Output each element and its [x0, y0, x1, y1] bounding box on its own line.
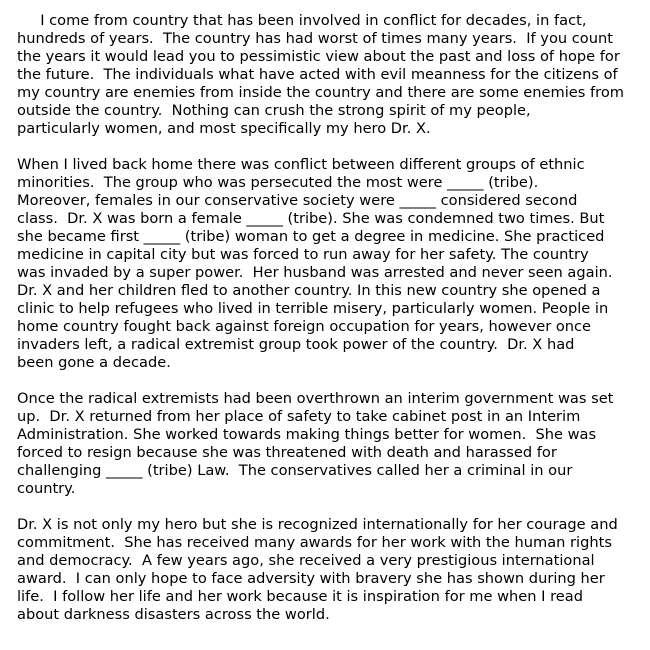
text-line: the future. The individuals what have acted with evil meanness for the citizens of [17, 66, 618, 83]
text-line: been gone a decade. [17, 354, 171, 371]
text-line: clinic to help refugees who lived in terrible misery, particularly women. People in [17, 300, 609, 317]
text-line: challenging _____ (tribe) Law. The conservatives called her a criminal in our [17, 462, 573, 479]
text-line: and democracy. A few years ago, she received a very prestigious international [17, 552, 595, 569]
paragraph-intro [17, 12, 640, 138]
text-line: home country fought back against foreign occupation for years, however once [17, 318, 592, 335]
text-line: medicine in capital city but was forced to run away for her safety. The country [17, 246, 589, 263]
text-line: Moreover, females in our conservative society were _____ considered second [17, 192, 578, 209]
text-line: commitment. She has received many awards for her work with the human rights [17, 534, 612, 551]
text-line: Once the radical extremists had been overthrown an interim government was set [17, 390, 614, 407]
paragraph-hero [17, 516, 640, 624]
text-line: particularly women, and most specifically my hero Dr. X. [17, 120, 431, 137]
text-line: the years it would lead you to pessimistic view about the past and loss of hope for [17, 48, 620, 65]
text-line: outside the country. Nothing can crush the strong spirit of my people, [17, 102, 531, 119]
text-line: hundreds of years. The country has had worst of times many years. If you count [17, 30, 613, 47]
text-line: life. I follow her life and her work because it is inspiration for me when I read [17, 588, 583, 605]
text-line: country. [17, 480, 76, 497]
paragraph-back-home [17, 156, 640, 372]
text-line: forced to resign because she was threatened with death and harassed for [17, 444, 557, 461]
text-line: class. Dr. X was born a female _____ (tribe). She was condemned two times. But [17, 210, 605, 227]
text-line: When I lived back home there was conflict between different groups of ethnic [17, 156, 585, 173]
text-line: Dr. X is not only my hero but she is recognized internationally for her courage and [17, 516, 618, 533]
text-line: Dr. X and her children fled to another country. In this new country she opened a [17, 282, 601, 299]
paragraph-return [17, 390, 640, 498]
text-line: minorities. The group who was persecuted the most were _____ (tribe). [17, 174, 539, 191]
text-line: Administration. She worked towards making things better for women. She was [17, 426, 597, 443]
text-line: I come from country that has been involved in conflict for decades, in fact, [17, 12, 587, 29]
text-line: about darkness disasters across the world. [17, 606, 330, 623]
text-line: invaders left, a radical extremist group took power of the country. Dr. X had [17, 336, 575, 353]
text-line: up. Dr. X returned from her place of safety to take cabinet post in an Interim [17, 408, 581, 425]
text-line: she became first _____ (tribe) woman to get a degree in medicine. She practiced [17, 228, 605, 245]
text-line: my country are enemies from inside the country and there are some enemies from [17, 84, 624, 101]
text-line: was invaded by a super power. Her husband was arrested and never seen again. [17, 264, 613, 281]
text-line: award. I can only hope to face adversity with bravery she has shown during her [17, 570, 605, 587]
